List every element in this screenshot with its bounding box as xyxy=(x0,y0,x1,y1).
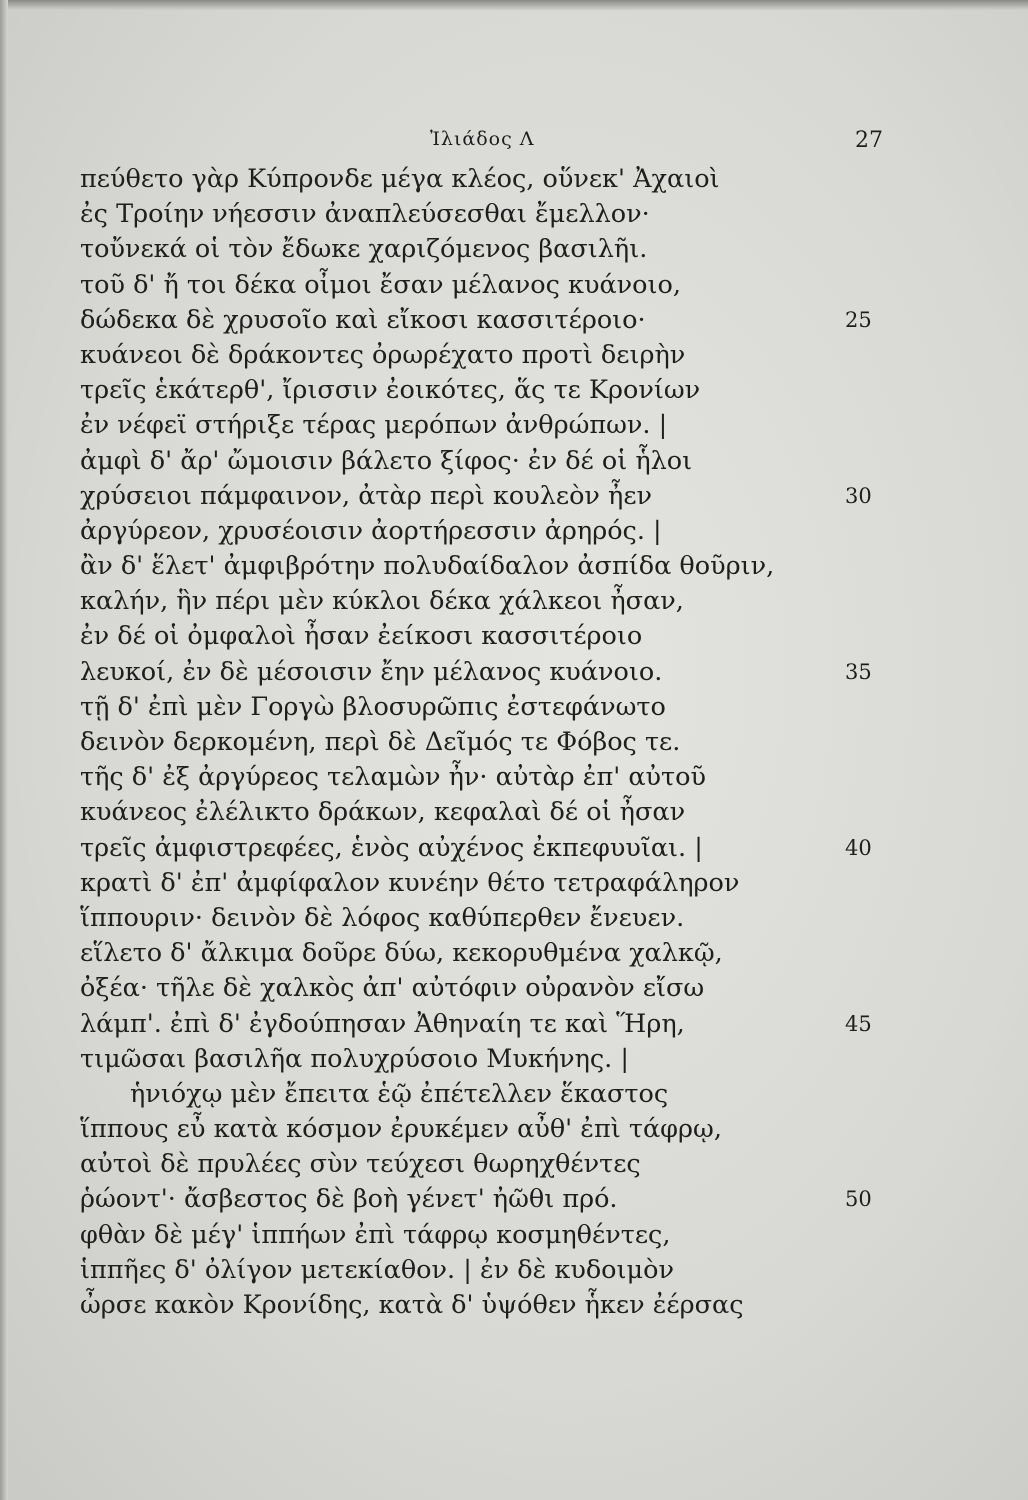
verse-line-text: τοῦ δ' ἤ τοι δέκα οἶμοι ἔσαν μέλανος κυάνοιο, xyxy=(80,269,681,300)
verse-line xyxy=(80,936,980,971)
verse-line xyxy=(80,619,980,654)
verse-line-text: πεύθετο γὰρ Κύπρονδε μέγα κλέος, οὕνεκ' Ἀχαιοὶ xyxy=(80,164,720,194)
page-header xyxy=(0,128,1028,158)
verse-line-text: λάμπ'. ἐπὶ δ' ἐγδούπησαν Ἀθηναίη τε καὶ Ἥρη, xyxy=(80,1008,685,1039)
verse-line xyxy=(80,1112,980,1147)
verse-line xyxy=(80,1288,980,1323)
verse-line-text: ἱππῆες δ' ὀλίγον μετεκίαθον. | ἐν δὲ κυδοιμὸν xyxy=(80,1254,674,1285)
verse-line xyxy=(80,1077,980,1112)
verse-line xyxy=(80,971,980,1006)
line-number: 40 xyxy=(845,835,872,860)
verse-line-text: ἐς Τροίην νήεσσιν ἀναπλεύσεσθαι ἔμελλον· xyxy=(80,199,650,230)
verse-line-text: δεινὸν δερκομένη, περὶ δὲ Δεῖμός τε Φόβος τε. xyxy=(80,727,681,757)
verse-line-text: τρεῖς ἀμφιστρεφέες, ἑνὸς αὐχένος ἐκπεφυυῖαι. | xyxy=(80,832,703,863)
verse-line-text: λευκοί, ἐν δὲ μέσοισιν ἔην μέλανος κυάνοιο. xyxy=(80,656,663,687)
verse-line xyxy=(80,866,980,901)
verse-line xyxy=(80,901,980,936)
verse-line-text: κυάνεοι δὲ δράκοντες ὀρωρέχατο προτὶ δειρὴν xyxy=(80,339,686,370)
verse-line xyxy=(80,1147,980,1182)
verse-line xyxy=(80,197,980,232)
verse-line xyxy=(80,690,980,725)
verse-line-text: ἂν δ' ἕλετ' ἀμφιβρότην πολυδαίδαλον ἀσπίδα θοῦριν, xyxy=(80,551,775,582)
verse-line xyxy=(80,408,980,443)
verse-line-text: ἐν νέφεϊ στήριξε τέρας μερόπων ἀνθρώπων. | xyxy=(80,410,668,441)
verse-line xyxy=(80,795,980,830)
running-head: Ἰλιάδος Λ xyxy=(430,128,535,150)
verse-line-text: ἵππους εὖ κατὰ κόσμον ἐρυκέμεν αὖθ' ἐπὶ τάφρῳ, xyxy=(80,1114,722,1145)
verse-line-text: ὦρσε κακὸν Κρονίδης, κατὰ δ' ὑψόθεν ἧκεν ἐέρσας xyxy=(80,1290,744,1320)
verse-line xyxy=(80,1218,980,1253)
verse-line xyxy=(80,268,980,303)
line-number: 25 xyxy=(845,307,872,332)
verse-line-text: κρατὶ δ' ἐπ' ἀμφίφαλον κυνέην θέτο τετραφάληρον xyxy=(80,867,740,898)
verse-line xyxy=(80,760,980,795)
verse-line xyxy=(80,1182,980,1217)
line-number: 35 xyxy=(845,659,872,684)
verse-line-text: ὀξέα· τῆλε δὲ χαλκὸς ἀπ' αὐτόφιν οὐρανὸν εἴσω xyxy=(80,973,705,1004)
verse-line-text: τῇ δ' ἐπὶ μὲν Γοργὼ βλοσυρῶπις ἐστεφάνωτο xyxy=(80,691,666,722)
page-number: 27 xyxy=(855,128,883,153)
line-number: 50 xyxy=(845,1187,872,1212)
verse-line-text: τῆς δ' ἐξ ἀργύρεος τελαμὼν ἦν· αὐτὰρ ἐπ' αὐτοῦ xyxy=(80,762,707,793)
verse-line-text: τοὔνεκά οἱ τὸν ἔδωκε χαριζόμενος βασιλῆι. xyxy=(80,234,648,265)
verse-line xyxy=(80,725,980,760)
verse-line-text: τρεῖς ἑκάτερθ', ἴρισσιν ἐοικότες, ἅς τε Κρονίων xyxy=(80,375,701,406)
verse-line-text: αὐτοὶ δὲ πρυλέες σὺν τεύχεσι θωρηχθέντες xyxy=(80,1149,641,1180)
verse-line xyxy=(80,162,980,197)
verse-line xyxy=(80,1042,980,1077)
page-binding-edge xyxy=(0,0,8,1500)
verse-line xyxy=(80,1007,980,1042)
verse-line xyxy=(80,338,980,373)
verse-line-text: κυάνεος ἐλέλικτο δράκων, κεφαλαὶ δέ οἱ ἦσαν xyxy=(80,797,686,828)
verse-line xyxy=(80,655,980,690)
verse-line-text: ἡνιόχῳ μὲν ἔπειτα ἑῷ ἐπέτελλεν ἕκαστος xyxy=(130,1078,669,1109)
verse-line-text: ἀμφὶ δ' ἄρ' ὤμοισιν βάλετο ξίφος· ἐν δέ οἱ ἧλοι xyxy=(80,445,693,476)
verse-line-text: χρύσειοι πάμφαινον, ἀτὰρ περὶ κουλεὸν ἦεν xyxy=(80,480,653,511)
verse-line xyxy=(80,831,980,866)
verse-line xyxy=(80,232,980,267)
verse-line-text: ἵππουριν· δεινὸν δὲ λόφος καθύπερθεν ἔνευεν. xyxy=(80,902,685,933)
verse-line xyxy=(80,479,980,514)
verse-line xyxy=(80,584,980,619)
page-top-edge xyxy=(0,0,1028,10)
verse-line-text: καλήν, ἣν πέρι μὲν κύκλοι δέκα χάλκεοι ἦσαν, xyxy=(80,586,684,617)
verse-line-text: δώδεκα δὲ χρυσοῖο καὶ εἴκοσι κασσιτέροιο· xyxy=(80,304,646,335)
verse-line-text: ἐν δέ οἱ ὀμφαλοὶ ἦσαν ἐείκοσι κασσιτέροιο xyxy=(80,621,643,652)
verse-line xyxy=(80,303,980,338)
verse-text xyxy=(80,162,980,1323)
verse-line xyxy=(80,444,980,479)
verse-line-text: τιμῶσαι βασιλῆα πολυχρύσοιο Μυκήνης. | xyxy=(80,1043,629,1074)
verse-line-text: ῥώοντ'· ἄσβεστος δὲ βοὴ γένετ' ἠῶθι πρό. xyxy=(80,1184,618,1215)
verse-line-text: φθὰν δὲ μέγ' ἱππήων ἐπὶ τάφρῳ κοσμηθέντες, xyxy=(80,1219,671,1250)
verse-line xyxy=(80,514,980,549)
verse-line-text: ἀργύρεον, χρυσέοισιν ἀορτήρεσσιν ἀρηρός. | xyxy=(80,515,662,546)
verse-line xyxy=(80,1253,980,1288)
verse-line-text: εἵλετο δ' ἄλκιμα δοῦρε δύω, κεκορυθμένα χαλκῷ, xyxy=(80,938,723,969)
verse-line xyxy=(80,373,980,408)
verse-line xyxy=(80,549,980,584)
line-number: 45 xyxy=(845,1011,872,1036)
line-number: 30 xyxy=(845,483,872,508)
